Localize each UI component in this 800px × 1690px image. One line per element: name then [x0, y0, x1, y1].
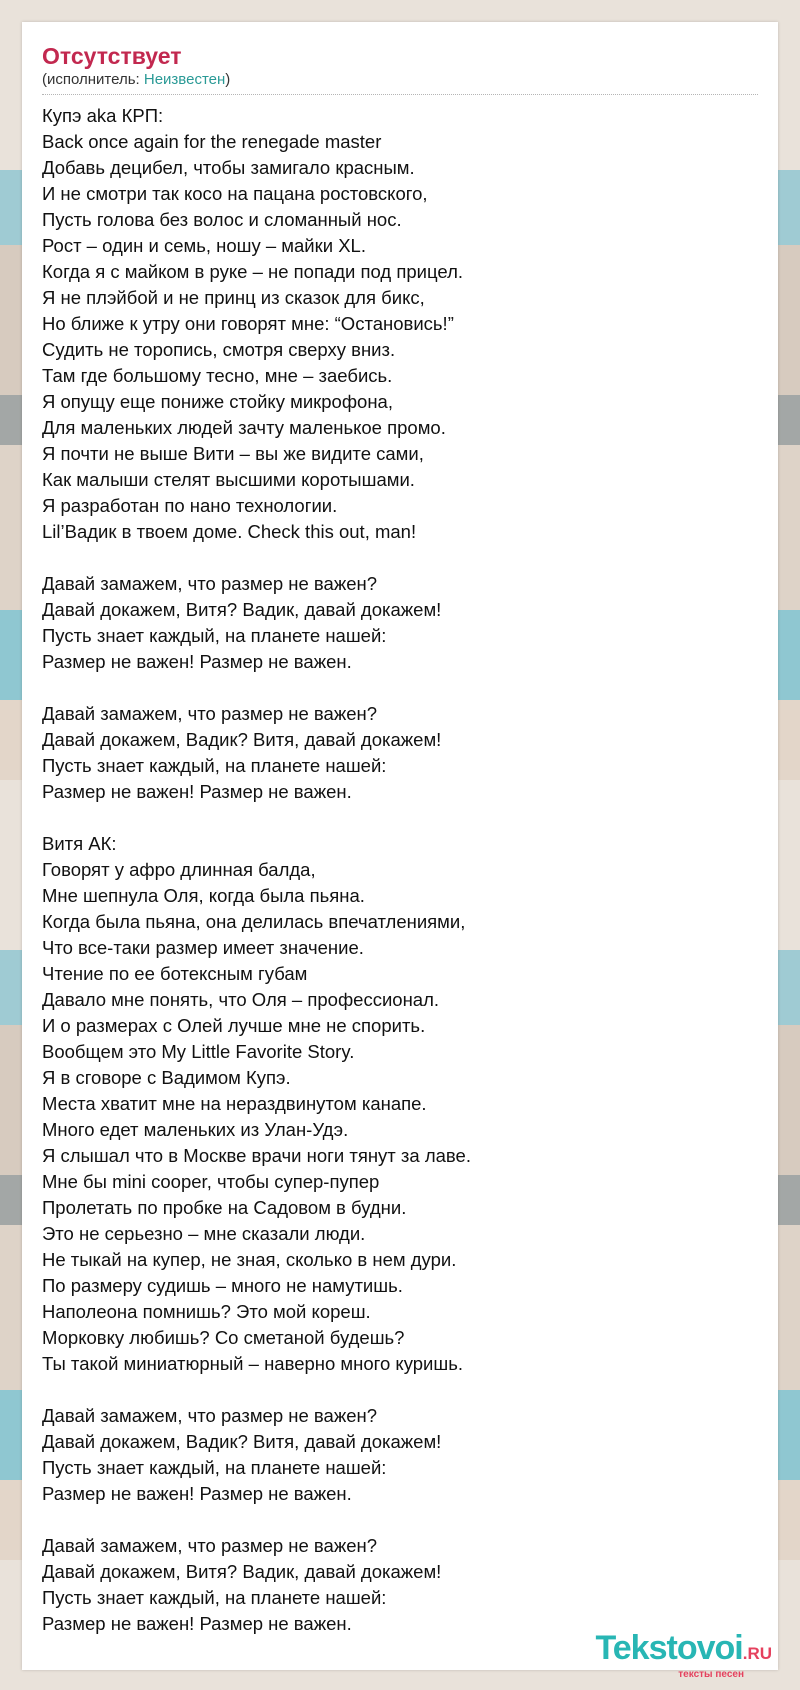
lyric-line: Говорят у афро длинная балда, — [42, 859, 316, 880]
lyric-line: Мне бы mini cooper, чтобы супер-пупер — [42, 1171, 380, 1192]
lyric-line: Судить не торопись, смотря сверху вниз. — [42, 339, 396, 360]
lyric-line: Там где большому тесно, мне – заебись. — [42, 365, 393, 386]
performer-prefix: (исполнитель: — [42, 71, 144, 88]
lyric-line: Добавь децибел, чтобы замигало красным. — [42, 157, 415, 178]
lyric-line: Морковку любишь? Со сметаной будешь? — [42, 1327, 405, 1348]
lyric-line: Но ближе к утру они говорят мне: “Остановись!” — [42, 313, 454, 334]
lyric-line: Пусть знает каждый, на планете нашей: — [42, 625, 387, 646]
lyric-line: Рост – один и семь, ношу – майки XL. — [42, 235, 366, 256]
performer-suffix: ) — [225, 71, 231, 88]
lyric-line: Размер не важен! Размер не важен. — [42, 1613, 352, 1634]
lyric-line: Наполеона помнишь? Это мой кореш. — [42, 1301, 371, 1322]
lyric-line: Я разработан по нано технологии. — [42, 495, 338, 516]
lyric-line: Места хватит мне на нераздвинутом канапе. — [42, 1093, 427, 1114]
blank-line — [42, 675, 758, 701]
blank-line — [42, 805, 758, 831]
lyric-line: Давай докажем, Витя? Вадик, давай докажем! — [42, 1561, 442, 1582]
lyric-line: Размер не важен! Размер не важен. — [42, 781, 352, 802]
lyric-line: Я опущу еще пониже стойку микрофона, — [42, 391, 393, 412]
lyric-line: Я не плэйбой и не принц из сказок для бикс, — [42, 287, 425, 308]
performer-line — [42, 70, 758, 95]
lyric-line: Витя АК: — [42, 833, 117, 854]
song-title: Отсутствует — [42, 43, 182, 69]
lyric-line: Размер не важен! Размер не важен. — [42, 651, 352, 672]
lyric-line: И о размерах с Олей лучше мне не спорить. — [42, 1015, 426, 1036]
lyric-line: Ты такой миниатюрный – наверно много куришь. — [42, 1353, 464, 1374]
lyric-line: Давай докажем, Витя? Вадик, давай докажем! — [42, 599, 442, 620]
lyric-line: Давай замажем, что размер не важен? — [42, 1535, 377, 1556]
lyric-line: Lil’Вадик в твоем доме. Check this out, man! — [42, 521, 417, 542]
lyric-line: Я в сговоре с Вадимом Купэ. — [42, 1067, 291, 1088]
lyric-line: Для маленьких людей зачту маленькое промо. — [42, 417, 446, 438]
lyric-line: Когда я с майком в руке – не попади под прицел. — [42, 261, 464, 282]
lyric-line: Что все-таки размер имеет значение. — [42, 937, 364, 958]
logo-tagline: тексты песен — [678, 1669, 744, 1680]
lyric-line: По размеру судишь – много не намутишь. — [42, 1275, 403, 1296]
lyric-line: Пусть знает каждый, на планете нашей: — [42, 1457, 387, 1478]
lyric-line: Размер не важен! Размер не важен. — [42, 1483, 352, 1504]
lyric-line: Пролетать по пробке на Садовом в будни. — [42, 1197, 407, 1218]
lyric-line: Это не серьезно – мне сказали люди. — [42, 1223, 366, 1244]
lyric-line: Давай замажем, что размер не важен? — [42, 573, 377, 594]
lyric-line: Чтение по ее ботексным губам — [42, 963, 308, 984]
logo-main-text: Tekstovoi — [595, 1629, 743, 1667]
lyric-line: Пусть знает каждый, на планете нашей: — [42, 1587, 387, 1608]
lyric-line: Мне шепнула Оля, когда была пьяна. — [42, 885, 365, 906]
lyric-line: Как малыши стелят высшими коротышами. — [42, 469, 415, 490]
lyric-line: Давай замажем, что размер не важен? — [42, 703, 377, 724]
lyric-line: И не смотри так косо на пацана ростовского, — [42, 183, 428, 204]
blank-line — [42, 1507, 758, 1533]
lyric-line: Давай докажем, Вадик? Витя, давай докажем! — [42, 1431, 442, 1452]
lyrics-text — [42, 103, 758, 1637]
lyric-line: Пусть знает каждый, на планете нашей: — [42, 755, 387, 776]
lyric-line: Когда была пьяна, она делилась впечатлениями, — [42, 911, 466, 932]
lyric-line: Купэ aka КРП: — [42, 105, 164, 126]
lyric-line: Пусть голова без волос и сломанный нос. — [42, 209, 402, 230]
lyric-line: Я слышал что в Москве врачи ноги тянут за лаве. — [42, 1145, 471, 1166]
logo-wordmark — [595, 1629, 772, 1670]
lyric-line: Я почти не выше Вити – вы же видите сами, — [42, 443, 424, 464]
site-logo[interactable] — [595, 1629, 772, 1680]
blank-line — [42, 545, 758, 571]
lyric-line: Вообщем это My Little Favorite Story. — [42, 1041, 355, 1062]
lyric-line: Давай замажем, что размер не важен? — [42, 1405, 377, 1426]
lyric-line: Не тыкай на купер, не зная, сколько в нем дури. — [42, 1249, 457, 1270]
lyric-line: Back once again for the renegade master — [42, 131, 382, 152]
lyrics-card — [22, 22, 778, 1670]
lyric-line: Давало мне понять, что Оля – профессионал. — [42, 989, 440, 1010]
performer-link[interactable]: Неизвестен — [143, 71, 226, 88]
lyric-line: Много едет маленьких из Улан-Удэ. — [42, 1119, 349, 1140]
lyric-line: Давай докажем, Вадик? Витя, давай докажем! — [42, 729, 442, 750]
logo-tld: .RU — [742, 1644, 772, 1663]
blank-line — [42, 1377, 758, 1403]
